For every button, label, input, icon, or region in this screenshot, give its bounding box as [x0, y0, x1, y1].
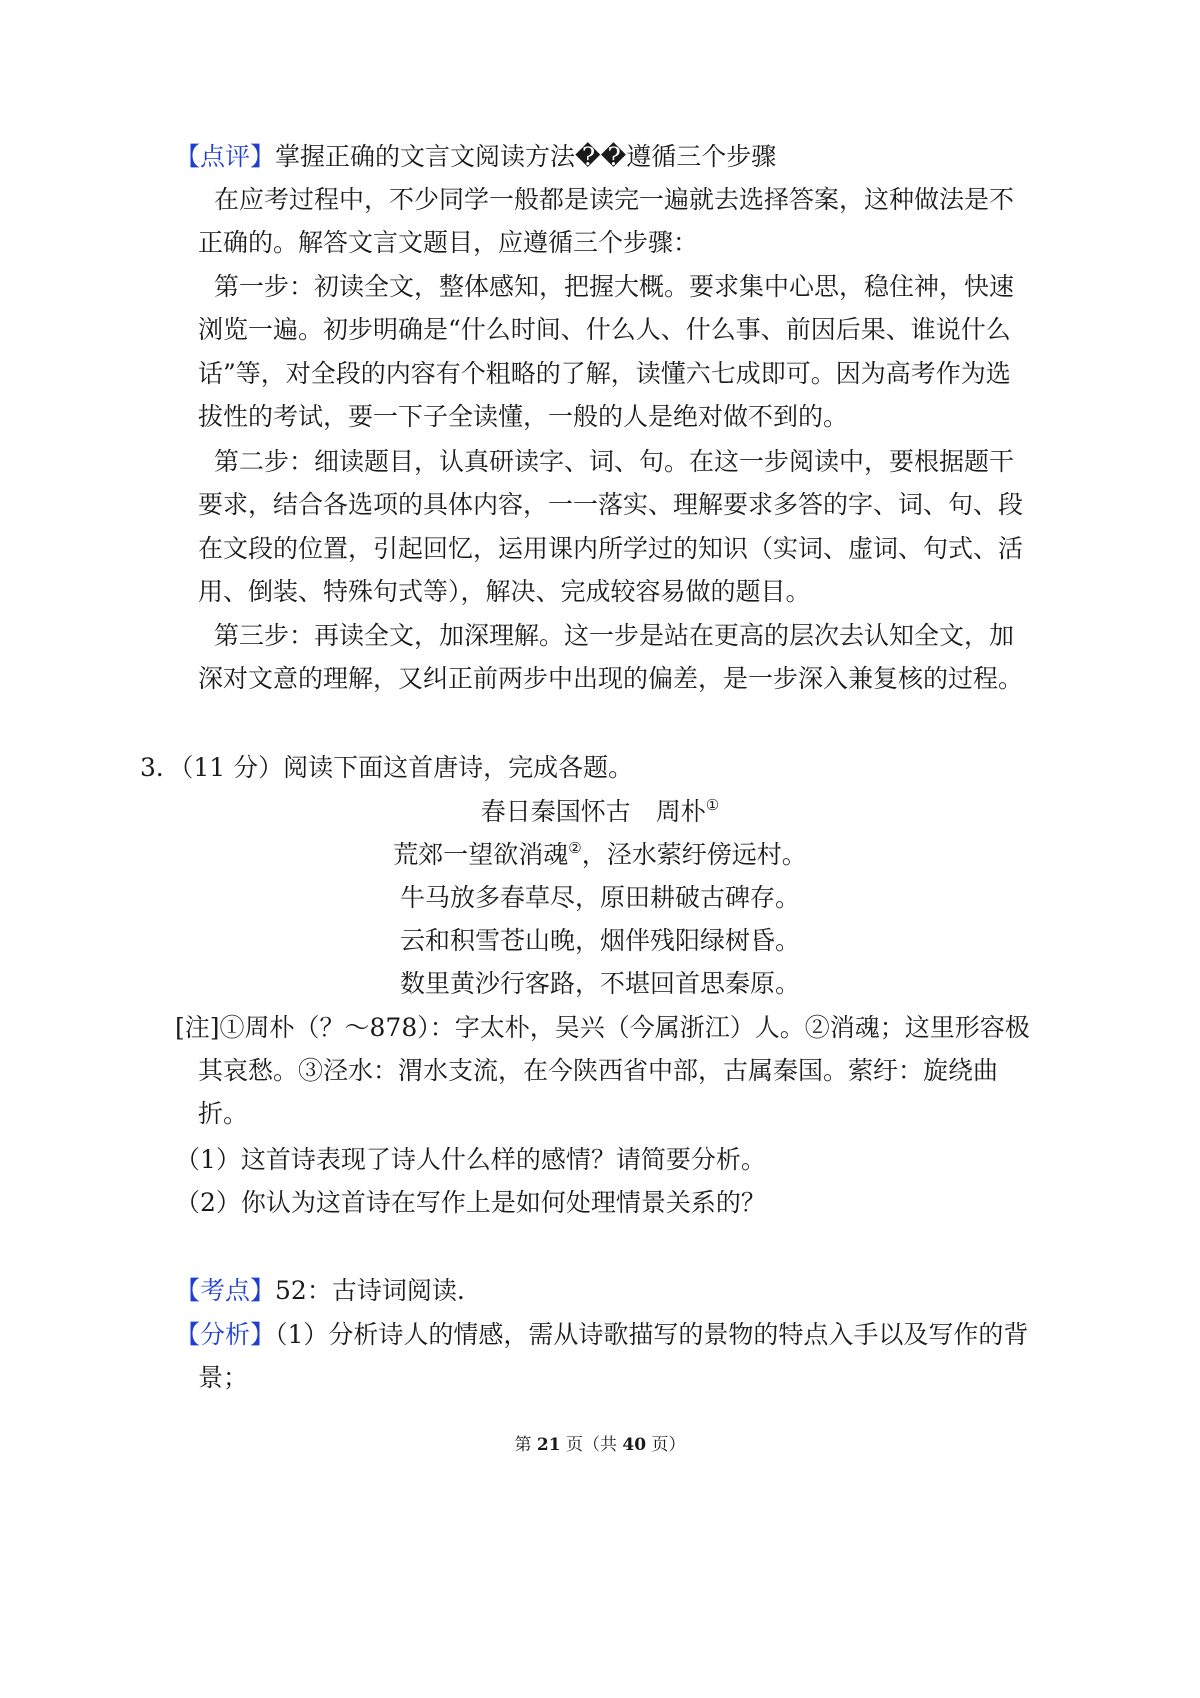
fenxi-tag: 【分析】 — [175, 1320, 276, 1349]
poem-note: 折。 — [198, 1099, 249, 1128]
page-number: 21 — [536, 1435, 561, 1455]
comment-line: 深对文意的理解，又纠正前两步中出现的偏差，是一步深入兼复核的过程。 — [198, 664, 1024, 693]
comment-line: 第一步：初读全文，整体感知，把握大概。要求集中心思，稳住神，快速 — [214, 272, 1015, 301]
comment-line: 在应考过程中，不少同学一般都是读完一遍就去选择答案，这种做法是不 — [214, 185, 1015, 214]
footnote-mark: ① — [705, 796, 720, 814]
question-heading — [140, 753, 633, 783]
poem-note: 其哀愁。③泾水：渭水支流，在今陕西省中部，古属秦国。萦纡：旋绕曲 — [198, 1056, 999, 1085]
fenxi-line-2: 景； — [198, 1363, 249, 1392]
comment-heading — [175, 142, 776, 172]
question-prompt: （11 分）阅读下面这首唐诗，完成各题。 — [180, 753, 634, 782]
comment-line: 拔性的考试，要一下子全读懂，一般的人是绝对做不到的。 — [198, 402, 849, 431]
fenxi-line — [175, 1320, 1028, 1350]
kaodian-text: 52：古诗词阅读. — [275, 1276, 465, 1305]
comment-tag: 【点评】 — [175, 142, 276, 171]
comment-heading-text: 掌握正确的文言文阅读方法��遵循三个步骤 — [275, 142, 777, 171]
comment-line: 要求，结合各选项的具体内容，一一落实、理解要求多答的字、词、句、段 — [198, 490, 1024, 519]
poem-title: 春日秦国怀古 周朴① — [480, 796, 720, 826]
footnote-mark: ② — [568, 839, 582, 857]
poem-note: [注]①周朴（？～878）：字太朴，吴兴（今属浙江）人。②消魂；这里形容极 — [175, 1013, 1030, 1042]
fenxi-text: （1）分析诗人的情感，需从诗歌描写的景物的特点入手以及写作的背 — [275, 1320, 1029, 1349]
kaodian-line — [175, 1276, 465, 1306]
poem-line: 数里黄沙行客路，不堪回首思秦原。 — [399, 969, 800, 998]
comment-line: 在文段的位置，引起回忆，运用课内所学过的知识（实词、虚词、句式、活 — [198, 534, 1024, 563]
comment-line: 第二步：细读题目，认真研读字、词、句。在这一步阅读中，要根据题干 — [214, 447, 1015, 476]
sub-question: （1）这首诗表现了诗人什么样的感情？请简要分析。 — [175, 1145, 766, 1174]
page-total: 40 — [622, 1435, 647, 1455]
poem-line: 荒郊一望欲消魂②，泾水萦纡傍远村。 — [393, 839, 807, 869]
comment-line: 用、倒装、特殊句式等），解决、完成较容易做的题目。 — [198, 577, 811, 606]
poem-line: 牛马放多春草尽，原田耕破古碑存。 — [399, 883, 800, 912]
comment-line: 浏览一遍。初步明确是“什么时间、什么人、什么事、前因后果、谁说什么 — [198, 315, 1011, 344]
page-footer: 第 21 页（共 40 页） — [514, 1435, 686, 1455]
comment-line: 话”等，对全段的内容有个粗略的了解，读懂六七成即可。因为高考作为选 — [198, 359, 1011, 388]
sub-question: （2）你认为这首诗在写作上是如何处理情景关系的？ — [175, 1188, 766, 1217]
comment-line: 第三步：再读全文，加深理解。这一步是站在更高的层次去认知全文，加 — [214, 621, 1015, 650]
question-number: 3． — [140, 753, 181, 782]
comment-line: 正确的。解答文言文题目，应遵循三个步骤： — [198, 228, 699, 257]
poem-line: 云和积雪苍山晚，烟伴残阳绿树昏。 — [399, 926, 800, 955]
kaodian-tag: 【考点】 — [175, 1276, 276, 1305]
